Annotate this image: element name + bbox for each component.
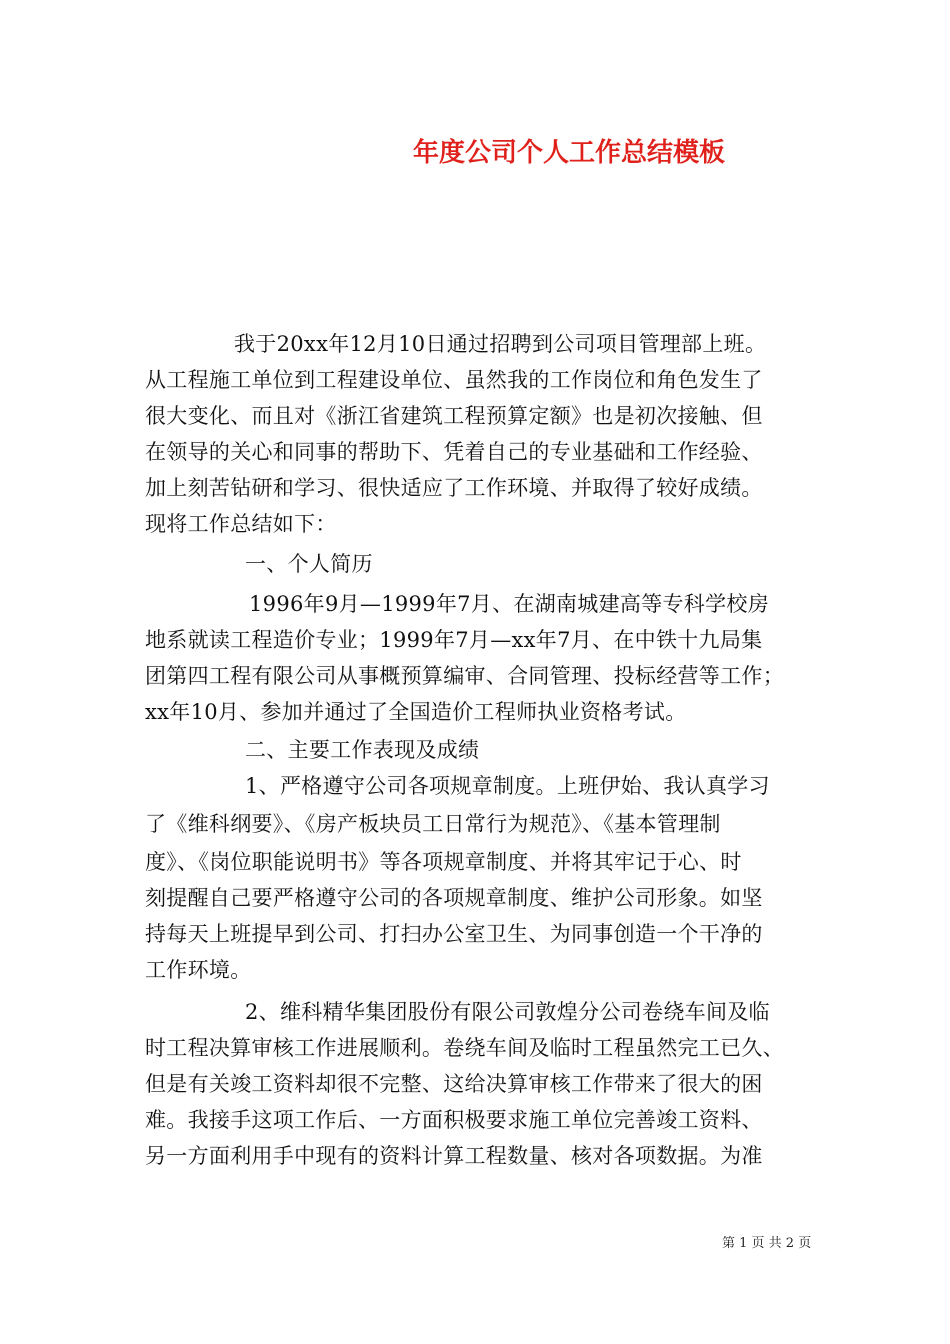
paragraph-line: 现将工作总结如下： xyxy=(145,512,337,536)
paragraph-line: 1996年9月—1999年7月、在湖南城建高等专科学校房 xyxy=(249,592,770,616)
paragraph-line: 从工程施工单位到工程建设单位、虽然我的工作岗位和角色发生了 xyxy=(145,368,763,392)
paragraph-line: 难。我接手这项工作后、一方面积极要求施工单位完善竣工资料、 xyxy=(145,1108,763,1132)
paragraph-line: 另一方面利用手中现有的资料计算工程数量、核对各项数据。为准 xyxy=(145,1144,763,1168)
paragraph-line: 团第四工程有限公司从事概预算编审、合同管理、投标经营等工作； xyxy=(145,664,784,688)
page-number-footer: 第 1 页 共 2 页 xyxy=(722,1236,812,1251)
paragraph-line: 了《维科纲要》、《房产板块员工日常行为规范》、《基本管理制 xyxy=(145,812,721,836)
section-heading: 二、主要工作表现及成绩 xyxy=(245,738,480,762)
section-heading: 一、个人简历 xyxy=(245,552,373,576)
paragraph-line: 工作环境。 xyxy=(145,958,252,982)
document-title: 年度公司个人工作总结模板 xyxy=(413,138,726,168)
paragraph-line: 很大变化、而且对《浙江省建筑工程预算定额》也是初次接触、但 xyxy=(145,404,763,428)
paragraph-line: 时工程决算审核工作进展顺利。卷绕车间及临时工程虽然完工已久、 xyxy=(145,1036,784,1060)
paragraph-line: 刻提醒自己要严格遵守公司的各项规章制度、维护公司形象。如坚 xyxy=(145,886,763,910)
paragraph-line: 加上刻苦钻研和学习、很快适应了工作环境、并取得了较好成绩。 xyxy=(145,476,763,500)
paragraph-line: 但是有关竣工资料却很不完整、这给决算审核工作带来了很大的困 xyxy=(145,1072,763,1096)
paragraph-line: 地系就读工程造价专业；1999年7月—xx年7月、在中铁十九局集 xyxy=(145,628,763,652)
paragraph-line: 持每天上班提早到公司、打扫办公室卫生、为同事创造一个干净的 xyxy=(145,922,763,946)
paragraph-line: xx年10月、参加并通过了全国造价工程师执业资格考试。 xyxy=(145,700,687,724)
paragraph-line: 2、维科精华集团股份有限公司敦煌分公司卷绕车间及临 xyxy=(245,1000,770,1024)
paragraph-line: 我于20xx年12月10日通过招聘到公司项目管理部上班。 xyxy=(234,332,767,356)
paragraph-line: 在领导的关心和同事的帮助下、凭着自己的专业基础和工作经验、 xyxy=(145,440,763,464)
paragraph-line: 1、严格遵守公司各项规章制度。上班伊始、我认真学习 xyxy=(245,774,770,798)
paragraph-line: 度》、《岗位职能说明书》等各项规章制度、并将其牢记于心、时 xyxy=(145,850,742,874)
